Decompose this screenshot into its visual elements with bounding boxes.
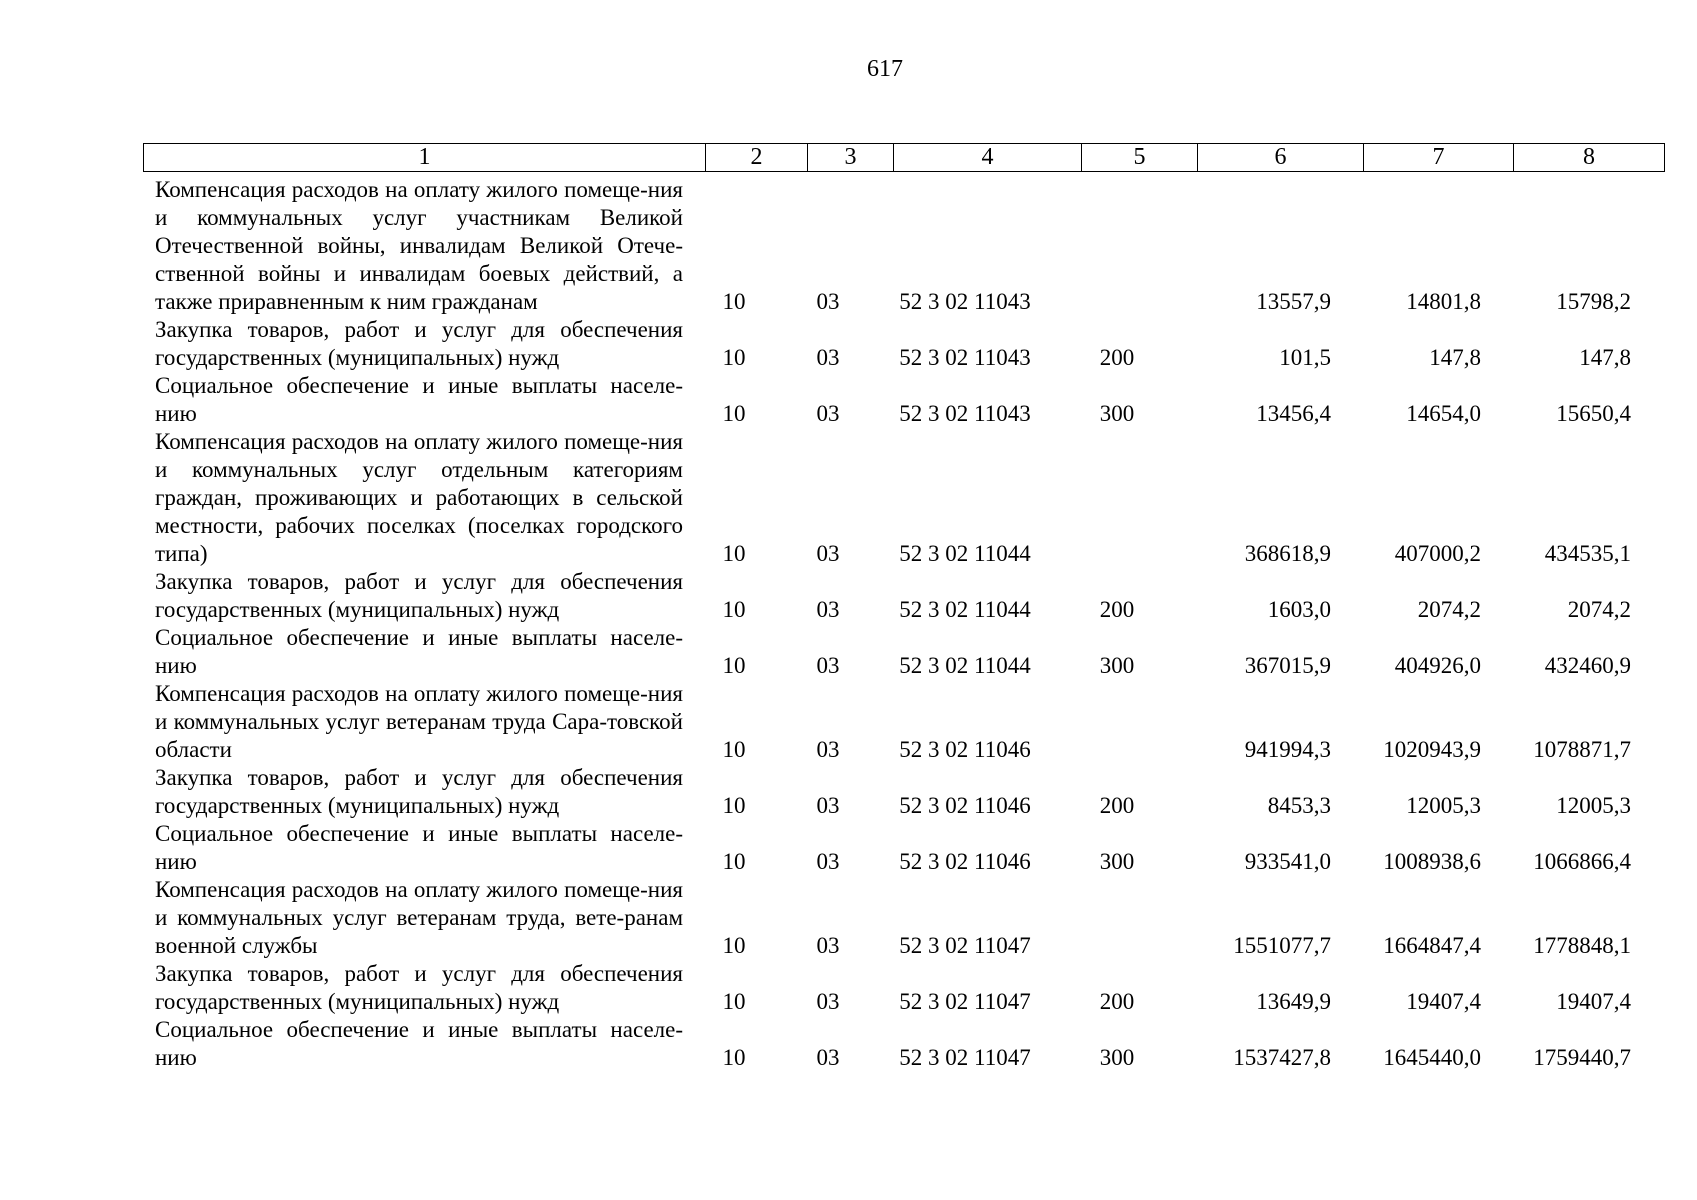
row-description: Компенсация расходов на оплату жилого помеще-ния и коммунальных услуг отдельным категориям граждан, проживающих и работающих в сельской местности, рабочих поселках (поселках городского типа) [155,429,683,566]
row-target-code: 52 3 02 11046 [899,849,1031,874]
table-row [143,876,1663,960]
row-value-col6: 1537427,8 [1233,1045,1331,1070]
row-value-col8: 434535,1 [1544,541,1631,566]
row-value-col6: 941994,3 [1244,737,1331,762]
row-expense-type: 300 [1099,849,1135,874]
row-value-col6: 8453,3 [1267,793,1331,818]
row-value-col8: 147,8 [1579,345,1631,370]
row-section: 10 [722,653,746,678]
row-subsection: 03 [816,597,840,622]
row-value-col6: 1603,0 [1267,597,1331,622]
row-section: 10 [722,401,746,426]
row-expense-type: 200 [1099,793,1135,818]
row-description: Социальное обеспечение и иные выплаты населе-нию [155,1017,683,1070]
row-section: 10 [722,541,746,566]
row-target-code: 52 3 02 11047 [899,933,1031,958]
row-value-col6: 933541,0 [1244,849,1331,874]
row-value-col8: 15650,4 [1556,401,1631,426]
row-value-col7: 1645440,0 [1383,1045,1481,1070]
row-target-code: 52 3 02 11043 [899,289,1031,314]
row-subsection: 03 [816,849,840,874]
table-row [143,428,1663,568]
column-header-4: 4 [894,144,1082,172]
table-row [143,764,1663,820]
row-value-col6: 13456,4 [1256,401,1331,426]
row-subsection: 03 [816,1045,840,1070]
column-header-6: 6 [1198,144,1364,172]
row-description: Компенсация расходов на оплату жилого помеще-ния и коммунальных услуг ветеранам труда, вете-ранам военной службы [155,877,683,958]
row-target-code: 52 3 02 11046 [899,793,1031,818]
row-description: Закупка товаров, работ и услуг для обеспечения государственных (муниципальных) нужд [155,961,683,1014]
row-value-col7: 1664847,4 [1383,933,1481,958]
column-header-2: 2 [706,144,808,172]
row-target-code: 52 3 02 11044 [899,653,1031,678]
row-description: Социальное обеспечение и иные выплаты населе-нию [155,373,683,426]
table-row [143,568,1663,624]
row-expense-type: 200 [1099,989,1135,1014]
table-row [143,316,1663,372]
row-section: 10 [722,989,746,1014]
row-expense-type: 200 [1099,597,1135,622]
row-description: Закупка товаров, работ и услуг для обеспечения государственных (муниципальных) нужд [155,569,683,622]
row-value-col6: 367015,9 [1244,653,1331,678]
row-target-code: 52 3 02 11046 [899,737,1031,762]
row-value-col7: 19407,4 [1406,989,1481,1014]
column-header-5: 5 [1082,144,1198,172]
row-section: 10 [722,597,746,622]
row-value-col8: 12005,3 [1556,793,1631,818]
column-header-row [143,143,1665,172]
row-value-col8: 432460,9 [1544,653,1631,678]
row-section: 10 [722,289,746,314]
row-target-code: 52 3 02 11044 [899,597,1031,622]
table-row [143,624,1663,680]
row-value-col8: 1759440,7 [1533,1045,1631,1070]
row-value-col7: 12005,3 [1406,793,1481,818]
table-row [143,372,1663,428]
column-header-8: 8 [1514,144,1665,172]
row-description: Закупка товаров, работ и услуг для обеспечения государственных (муниципальных) нужд [155,317,683,370]
row-value-col7: 14654,0 [1406,401,1481,426]
row-description: Компенсация расходов на оплату жилого помеще-ния и коммунальных услуг участникам Великой Отечественной войны, инвалидам Великой Отече-ственной войны и инвалидам боевых действий, а также приравненным к ним гражданам [155,177,683,314]
row-description: Социальное обеспечение и иные выплаты населе-нию [155,821,683,874]
row-value-col6: 1551077,7 [1233,933,1331,958]
row-subsection: 03 [816,289,840,314]
column-header-1: 1 [144,144,706,172]
row-value-col8: 1066866,4 [1533,849,1631,874]
row-value-col6: 13649,9 [1256,989,1331,1014]
row-target-code: 52 3 02 11044 [899,541,1031,566]
row-target-code: 52 3 02 11043 [899,401,1031,426]
row-target-code: 52 3 02 11047 [899,1045,1031,1070]
row-subsection: 03 [816,653,840,678]
table-row [143,176,1663,316]
row-section: 10 [722,933,746,958]
row-value-col7: 14801,8 [1406,289,1481,314]
row-subsection: 03 [816,737,840,762]
column-header-7: 7 [1364,144,1514,172]
row-value-col7: 404926,0 [1394,653,1481,678]
table-body [143,176,1663,1072]
row-description: Закупка товаров, работ и услуг для обеспечения государственных (муниципальных) нужд [155,765,683,818]
row-subsection: 03 [816,989,840,1014]
row-value-col8: 19407,4 [1556,989,1631,1014]
table-row [143,680,1663,764]
column-header-3: 3 [808,144,894,172]
table-row [143,1016,1663,1072]
row-expense-type: 300 [1099,1045,1135,1070]
row-expense-type: 300 [1099,653,1135,678]
row-value-col7: 147,8 [1429,345,1481,370]
row-value-col7: 407000,2 [1394,541,1481,566]
row-value-col7: 2074,2 [1417,597,1481,622]
row-value-col8: 15798,2 [1556,289,1631,314]
row-subsection: 03 [816,541,840,566]
row-subsection: 03 [816,345,840,370]
row-section: 10 [722,793,746,818]
row-section: 10 [722,737,746,762]
table-row [143,960,1663,1016]
row-value-col6: 368618,9 [1244,541,1331,566]
row-value-col7: 1020943,9 [1383,737,1481,762]
row-section: 10 [722,849,746,874]
row-expense-type: 300 [1099,401,1135,426]
table-row [143,820,1663,876]
row-value-col8: 1778848,1 [1533,933,1631,958]
row-description: Социальное обеспечение и иные выплаты населе-нию [155,625,683,678]
row-expense-type: 200 [1099,345,1135,370]
row-value-col7: 1008938,6 [1383,849,1481,874]
row-value-col6: 13557,9 [1256,289,1331,314]
row-subsection: 03 [816,933,840,958]
row-section: 10 [722,1045,746,1070]
row-target-code: 52 3 02 11043 [899,345,1031,370]
row-subsection: 03 [816,793,840,818]
row-value-col8: 1078871,7 [1533,737,1631,762]
row-section: 10 [722,345,746,370]
row-description: Компенсация расходов на оплату жилого помеще-ния и коммунальных услуг ветеранам труда Сара-товской области [155,681,683,762]
row-value-col8: 2074,2 [1567,597,1631,622]
row-value-col6: 101,5 [1279,345,1331,370]
page-number: 617 [867,56,903,82]
row-subsection: 03 [816,401,840,426]
row-target-code: 52 3 02 11047 [899,989,1031,1014]
